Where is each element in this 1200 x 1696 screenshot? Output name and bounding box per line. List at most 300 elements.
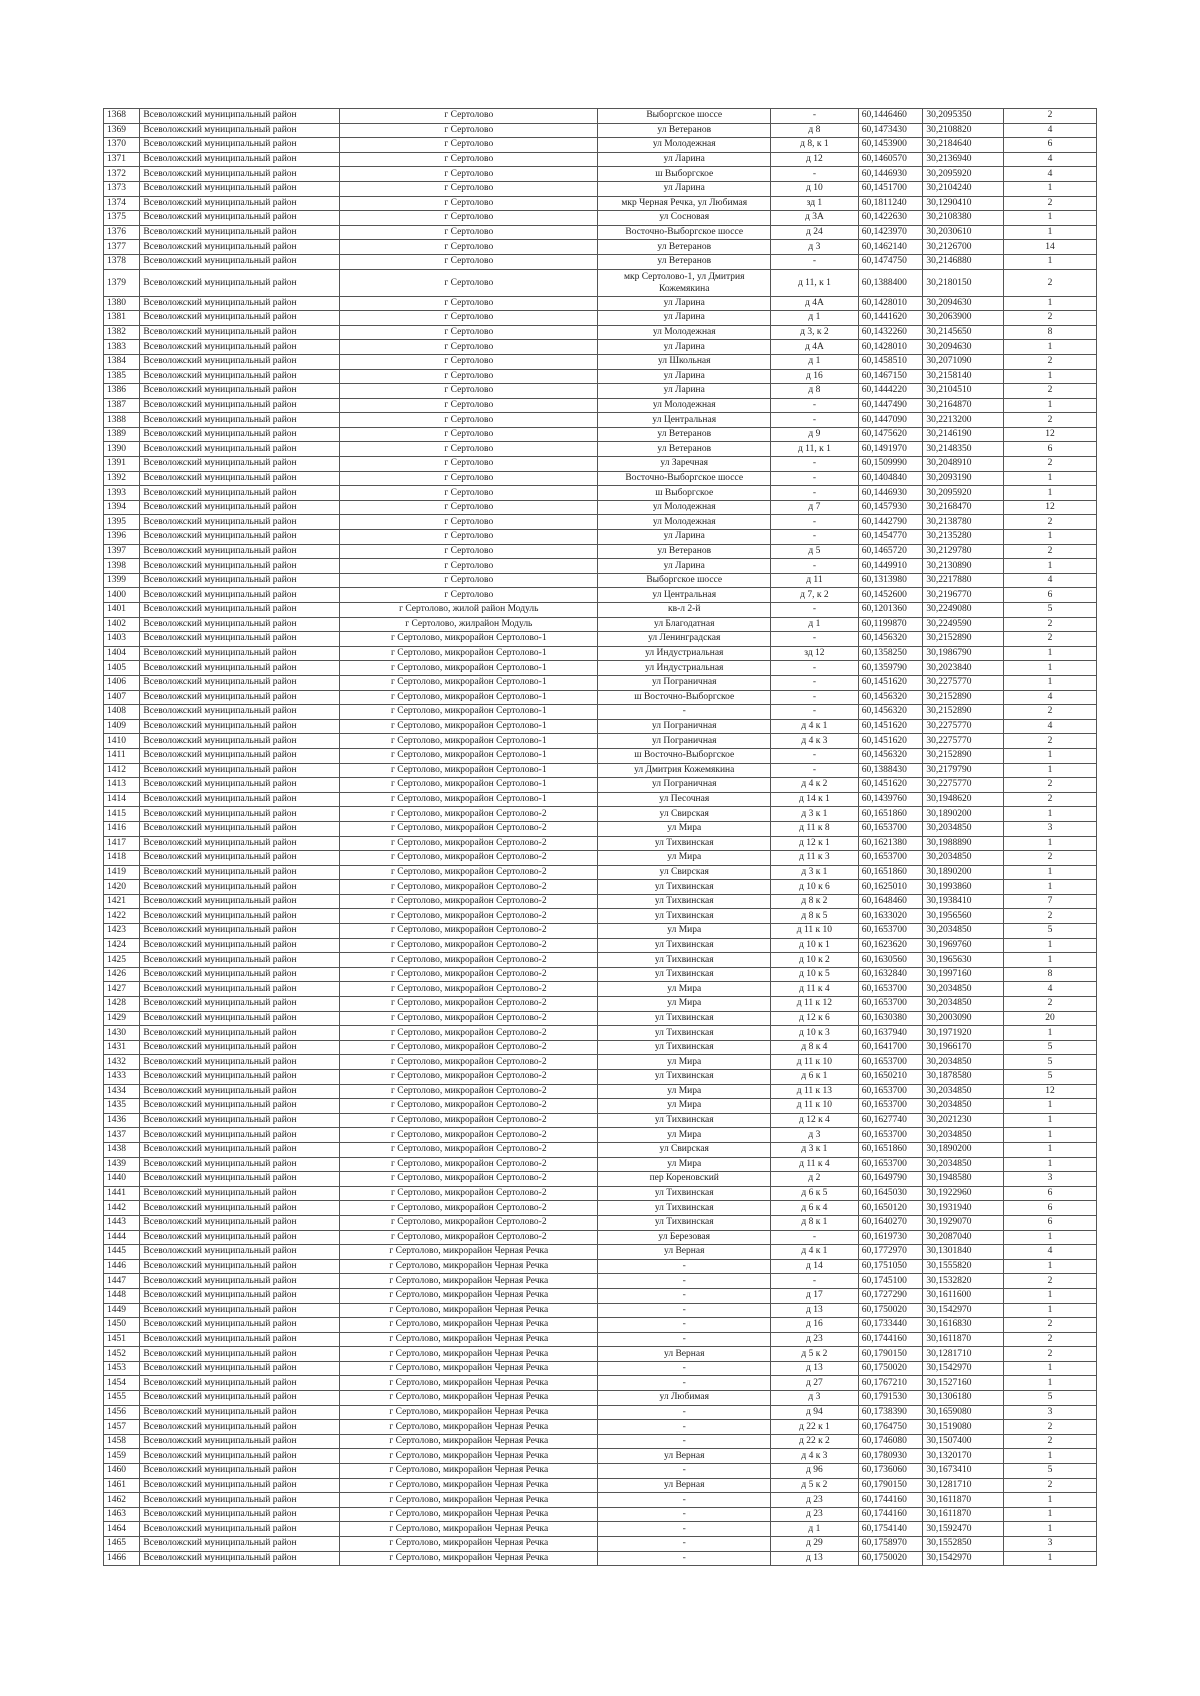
cell-latitude: 60,1454770 [858,530,923,545]
cell-settlement: г Сертолово [340,515,598,530]
cell-latitude: 60,1313980 [858,573,923,588]
cell-longitude: 30,1929070 [923,1215,1004,1230]
cell-district: Всеволожский муниципальный район [140,821,340,836]
table-row [104,152,1097,167]
cell-settlement: г Сертолово [340,413,598,428]
cell-settlement: г Сертолово [340,457,598,472]
cell-street: мкр Черная Речка, ул Любимая [598,196,771,211]
cell-district: Всеволожский муниципальный район [140,763,340,778]
cell-settlement: г Сертолово, микрорайон Сертолово-2 [340,967,598,982]
table-row [104,603,1097,618]
cell-latitude: 60,1456320 [858,748,923,763]
cell-house: д 11 [771,573,859,588]
cell-latitude: 60,1467150 [858,369,923,384]
cell-street: ул Мира [598,1084,771,1099]
cell-longitude: 30,2152890 [923,632,1004,647]
cell-count: 1 [1004,181,1097,196]
cell-count: 1 [1004,1288,1097,1303]
cell-row-number: 1392 [104,471,140,486]
cell-district: Всеволожский муниципальный район [140,196,340,211]
cell-district: Всеволожский муниципальный район [140,588,340,603]
cell-house: д 3 к 1 [771,807,859,822]
cell-house: д 27 [771,1376,859,1391]
cell-row-number: 1379 [104,269,140,296]
data-table [103,108,1097,1566]
cell-longitude: 30,2138780 [923,515,1004,530]
cell-street: ш Выборгское [598,486,771,501]
cell-district: Всеволожский муниципальный район [140,909,340,924]
cell-settlement: г Сертолово, микрорайон Сертолово-2 [340,1055,598,1070]
cell-street: ул Мира [598,982,771,997]
table-row [104,442,1097,457]
cell-row-number: 1404 [104,646,140,661]
cell-row-number: 1380 [104,296,140,311]
cell-count: 1 [1004,1303,1097,1318]
cell-district: Всеволожский муниципальный район [140,486,340,501]
cell-street: ш Выборгское [598,167,771,182]
cell-street: ул Ветеранов [598,427,771,442]
cell-house: д 9 [771,427,859,442]
cell-count: 2 [1004,632,1097,647]
table-row [104,1405,1097,1420]
cell-row-number: 1405 [104,661,140,676]
cell-street: Восточно-Выборгское шоссе [598,225,771,240]
cell-street: ул Ларина [598,384,771,399]
cell-count: 4 [1004,152,1097,167]
cell-house: д 24 [771,225,859,240]
cell-house: - [771,632,859,647]
cell-street: пер Кореновский [598,1172,771,1187]
table-row [104,778,1097,793]
cell-row-number: 1444 [104,1230,140,1245]
cell-latitude: 60,1453900 [858,138,923,153]
cell-longitude: 30,1878580 [923,1070,1004,1085]
cell-house: д 29 [771,1537,859,1552]
table-row [104,181,1097,196]
cell-house: д 11, к 1 [771,269,859,296]
table-row [104,894,1097,909]
table-row [104,1215,1097,1230]
cell-house: д 96 [771,1464,859,1479]
table-row [104,1507,1097,1522]
table-row [104,1201,1097,1216]
cell-house: д 22 к 2 [771,1434,859,1449]
cell-street: ул Тихвинская [598,967,771,982]
cell-settlement: г Сертолово, микрорайон Черная Речка [340,1288,598,1303]
cell-house: д 5 [771,544,859,559]
cell-longitude: 30,2275770 [923,675,1004,690]
cell-street: - [598,1361,771,1376]
table-row [104,1055,1097,1070]
cell-count: 7 [1004,894,1097,909]
cell-row-number: 1400 [104,588,140,603]
cell-row-number: 1408 [104,705,140,720]
cell-row-number: 1426 [104,967,140,982]
cell-district: Всеволожский муниципальный район [140,1493,340,1508]
cell-latitude: 60,1764750 [858,1420,923,1435]
cell-house: - [771,457,859,472]
cell-house: д 10 к 1 [771,938,859,953]
cell-house: - [771,515,859,530]
cell-longitude: 30,2087040 [923,1230,1004,1245]
cell-street: ул Мира [598,1157,771,1172]
cell-count: 8 [1004,325,1097,340]
cell-settlement: г Сертолово, микрорайон Черная Речка [340,1318,598,1333]
cell-longitude: 30,1956560 [923,909,1004,924]
cell-count: 1 [1004,646,1097,661]
cell-row-number: 1396 [104,530,140,545]
cell-settlement: г Сертолово [340,369,598,384]
cell-street: ул Ларина [598,340,771,355]
cell-latitude: 60,1456320 [858,705,923,720]
cell-latitude: 60,1451620 [858,778,923,793]
cell-street: ул Пограничная [598,719,771,734]
cell-latitude: 60,1452600 [858,588,923,603]
table-row [104,1142,1097,1157]
cell-row-number: 1384 [104,354,140,369]
cell-latitude: 60,1447490 [858,398,923,413]
cell-street: ул Тихвинская [598,909,771,924]
cell-longitude: 30,1948620 [923,792,1004,807]
cell-settlement: г Сертолово [340,296,598,311]
table-row [104,325,1097,340]
cell-district: Всеволожский муниципальный район [140,675,340,690]
cell-house: - [771,471,859,486]
cell-street: ул Молодежная [598,325,771,340]
cell-count: 1 [1004,1157,1097,1172]
cell-settlement: г Сертолово [340,109,598,124]
cell-district: Всеволожский муниципальный район [140,559,340,574]
cell-row-number: 1411 [104,748,140,763]
cell-longitude: 30,1890200 [923,1142,1004,1157]
cell-street: ул Молодежная [598,398,771,413]
cell-house: д 7 [771,500,859,515]
cell-settlement: г Сертолово [340,211,598,226]
cell-longitude: 30,2146190 [923,427,1004,442]
cell-row-number: 1390 [104,442,140,457]
cell-count: 1 [1004,1230,1097,1245]
cell-house: д 3 к 1 [771,865,859,880]
cell-latitude: 60,1744160 [858,1493,923,1508]
cell-settlement: г Сертолово, микрорайон Сертолово-2 [340,865,598,880]
cell-street: ул Свирская [598,1142,771,1157]
cell-row-number: 1422 [104,909,140,924]
table-row [104,836,1097,851]
table-row [104,1449,1097,1464]
cell-longitude: 30,1592470 [923,1522,1004,1537]
cell-latitude: 60,1754140 [858,1522,923,1537]
cell-district: Всеволожский муниципальный район [140,836,340,851]
cell-street: ул Пограничная [598,778,771,793]
cell-latitude: 60,1451620 [858,719,923,734]
cell-longitude: 30,1890200 [923,865,1004,880]
cell-district: Всеволожский муниципальный район [140,1449,340,1464]
cell-latitude: 60,1442790 [858,515,923,530]
cell-street: ул Тихвинская [598,1215,771,1230]
cell-district: Всеволожский муниципальный район [140,1245,340,1260]
cell-latitude: 60,1750020 [858,1361,923,1376]
cell-settlement: г Сертолово [340,573,598,588]
cell-street: ул Тихвинская [598,938,771,953]
cell-district: Всеволожский муниципальный район [140,1288,340,1303]
cell-longitude: 30,2275770 [923,719,1004,734]
cell-settlement: г Сертолово, микрорайон Сертолово-1 [340,661,598,676]
cell-settlement: г Сертолово, микрорайон Черная Речка [340,1245,598,1260]
cell-row-number: 1385 [104,369,140,384]
cell-settlement: г Сертолово, микрорайон Черная Речка [340,1551,598,1566]
cell-longitude: 30,2034850 [923,851,1004,866]
cell-count: 1 [1004,1551,1097,1566]
cell-longitude: 30,1281710 [923,1347,1004,1362]
cell-longitude: 30,1527160 [923,1376,1004,1391]
cell-row-number: 1393 [104,486,140,501]
cell-longitude: 30,2126700 [923,240,1004,255]
cell-count: 1 [1004,486,1097,501]
cell-latitude: 60,1651860 [858,1142,923,1157]
cell-longitude: 30,2034850 [923,1084,1004,1099]
cell-longitude: 30,1519080 [923,1420,1004,1435]
cell-street: - [598,1318,771,1333]
cell-count: 1 [1004,1522,1097,1537]
cell-row-number: 1429 [104,1011,140,1026]
cell-house: д 8, к 1 [771,138,859,153]
cell-latitude: 60,1791530 [858,1391,923,1406]
cell-row-number: 1439 [104,1157,140,1172]
cell-latitude: 60,1451700 [858,181,923,196]
cell-street: ул Тихвинская [598,1186,771,1201]
table-row [104,167,1097,182]
cell-settlement: г Сертолово, микрорайон Черная Речка [340,1464,598,1479]
cell-house: д 3 [771,240,859,255]
cell-latitude: 60,1627740 [858,1113,923,1128]
cell-latitude: 60,1475620 [858,427,923,442]
table-row [104,254,1097,269]
cell-house: - [771,603,859,618]
cell-row-number: 1437 [104,1128,140,1143]
cell-row-number: 1386 [104,384,140,399]
cell-longitude: 30,2217880 [923,573,1004,588]
cell-house: д 3 к 1 [771,1142,859,1157]
cell-longitude: 30,1993860 [923,880,1004,895]
cell-street: ул Тихвинская [598,1011,771,1026]
cell-street: ул Тихвинская [598,1040,771,1055]
cell-district: Всеволожский муниципальный район [140,719,340,734]
cell-street: - [598,1274,771,1289]
cell-count: 2 [1004,311,1097,326]
cell-count: 1 [1004,661,1097,676]
cell-district: Всеволожский муниципальный район [140,661,340,676]
cell-district: Всеволожский муниципальный район [140,1157,340,1172]
cell-district: Всеволожский муниципальный район [140,398,340,413]
table-row [104,938,1097,953]
cell-latitude: 60,1428010 [858,296,923,311]
cell-longitude: 30,2108820 [923,123,1004,138]
table-row [104,427,1097,442]
table-row [104,196,1097,211]
table-row [104,1186,1097,1201]
cell-settlement: г Сертолово, микрорайон Сертолово-1 [340,690,598,705]
cell-latitude: 60,1811240 [858,196,923,211]
cell-settlement: г Сертолово, микрорайон Сертолово-2 [340,1142,598,1157]
cell-latitude: 60,1625010 [858,880,923,895]
cell-latitude: 60,1456320 [858,690,923,705]
cell-row-number: 1368 [104,109,140,124]
cell-row-number: 1399 [104,573,140,588]
table-row [104,748,1097,763]
cell-count: 4 [1004,719,1097,734]
cell-settlement: г Сертолово [340,325,598,340]
cell-street: ш Восточно-Выборгское [598,748,771,763]
cell-settlement: г Сертолово, микрорайон Сертолово-2 [340,1070,598,1085]
table-row [104,982,1097,997]
cell-latitude: 60,1460570 [858,152,923,167]
cell-settlement: г Сертолово, микрорайон Черная Речка [340,1405,598,1420]
cell-settlement: г Сертолово, микрорайон Черная Речка [340,1507,598,1522]
cell-longitude: 30,2146880 [923,254,1004,269]
cell-row-number: 1403 [104,632,140,647]
cell-house: д 4 к 3 [771,1449,859,1464]
cell-latitude: 60,1630560 [858,953,923,968]
cell-district: Всеволожский муниципальный район [140,1361,340,1376]
table-row [104,240,1097,255]
cell-count: 1 [1004,1259,1097,1274]
cell-house: д 14 к 1 [771,792,859,807]
cell-district: Всеволожский муниципальный район [140,1215,340,1230]
cell-settlement: г Сертолово, микрорайон Сертолово-2 [340,1128,598,1143]
table-row [104,1420,1097,1435]
cell-longitude: 30,2129780 [923,544,1004,559]
cell-settlement: г Сертолово, микрорайон Сертолово-1 [340,763,598,778]
cell-count: 2 [1004,196,1097,211]
cell-latitude: 60,1441620 [858,311,923,326]
cell-settlement: г Сертолово, микрорайон Черная Речка [340,1259,598,1274]
cell-house: д 4А [771,340,859,355]
cell-latitude: 60,1462140 [858,240,923,255]
cell-latitude: 60,1451620 [858,734,923,749]
table-row [104,530,1097,545]
cell-count: 1 [1004,1361,1097,1376]
cell-count: 2 [1004,1274,1097,1289]
cell-settlement: г Сертолово, микрорайон Сертолово-2 [340,909,598,924]
cell-longitude: 30,1611870 [923,1507,1004,1522]
cell-longitude: 30,2095920 [923,486,1004,501]
cell-longitude: 30,2152890 [923,690,1004,705]
cell-street: ул Тихвинская [598,1026,771,1041]
table-row [104,1303,1097,1318]
cell-row-number: 1397 [104,544,140,559]
cell-settlement: г Сертолово, микрорайон Черная Речка [340,1434,598,1449]
cell-longitude: 30,1986790 [923,646,1004,661]
cell-street: ул Тихвинская [598,836,771,851]
cell-house: д 4 к 2 [771,778,859,793]
cell-latitude: 60,1650120 [858,1201,923,1216]
cell-settlement: г Сертолово [340,559,598,574]
cell-street: ул Свирская [598,865,771,880]
cell-house: д 1 [771,617,859,632]
cell-street: - [598,1288,771,1303]
cell-settlement: г Сертолово, микрорайон Сертолово-1 [340,734,598,749]
cell-longitude: 30,2021230 [923,1113,1004,1128]
cell-house: д 8 [771,123,859,138]
cell-street: ул Тихвинская [598,880,771,895]
cell-longitude: 30,1966170 [923,1040,1004,1055]
cell-latitude: 60,1446930 [858,486,923,501]
cell-longitude: 30,2063900 [923,311,1004,326]
table-row [104,225,1097,240]
cell-count: 5 [1004,603,1097,618]
cell-settlement: г Сертолово, микрорайон Черная Речка [340,1347,598,1362]
cell-street: кв-л 2-й [598,603,771,618]
cell-house: д 6 к 1 [771,1070,859,1085]
cell-settlement: г Сертолово, микрорайон Черная Речка [340,1274,598,1289]
cell-latitude: 60,1458510 [858,354,923,369]
cell-district: Всеволожский муниципальный район [140,1142,340,1157]
cell-settlement: г Сертолово [340,311,598,326]
cell-house: д 11 к 4 [771,1157,859,1172]
cell-street: Выборгское шоссе [598,109,771,124]
cell-longitude: 30,2095350 [923,109,1004,124]
cell-latitude: 60,1653700 [858,924,923,939]
cell-house: - [771,705,859,720]
cell-row-number: 1434 [104,1084,140,1099]
cell-house: - [771,748,859,763]
cell-longitude: 30,2034850 [923,1099,1004,1114]
cell-latitude: 60,1201360 [858,603,923,618]
table-row [104,1026,1097,1041]
cell-longitude: 30,1673410 [923,1464,1004,1479]
cell-street: ул Мира [598,851,771,866]
table-row [104,559,1097,574]
cell-house: д 8 к 5 [771,909,859,924]
cell-count: 1 [1004,1128,1097,1143]
cell-count: 3 [1004,1537,1097,1552]
cell-house: д 10 [771,181,859,196]
cell-street: ул Пограничная [598,675,771,690]
table-row [104,1361,1097,1376]
cell-house: - [771,559,859,574]
cell-district: Всеволожский муниципальный район [140,254,340,269]
cell-row-number: 1402 [104,617,140,632]
cell-count: 5 [1004,1055,1097,1070]
cell-house: д 23 [771,1332,859,1347]
table-row [104,807,1097,822]
cell-street: ул Свирская [598,807,771,822]
cell-house: д 4 к 1 [771,719,859,734]
cell-district: Всеволожский муниципальный район [140,894,340,909]
cell-latitude: 60,1446460 [858,109,923,124]
cell-district: Всеволожский муниципальный район [140,1405,340,1420]
cell-count: 5 [1004,924,1097,939]
cell-district: Всеволожский муниципальный район [140,544,340,559]
cell-count: 1 [1004,559,1097,574]
cell-latitude: 60,1446930 [858,167,923,182]
cell-house: д 3А [771,211,859,226]
cell-count: 1 [1004,763,1097,778]
cell-count: 2 [1004,457,1097,472]
cell-settlement: г Сертолово, микрорайон Черная Речка [340,1420,598,1435]
cell-district: Всеволожский муниципальный район [140,1084,340,1099]
cell-house: - [771,675,859,690]
cell-settlement: г Сертолово [340,588,598,603]
cell-count: 5 [1004,1391,1097,1406]
cell-latitude: 60,1447090 [858,413,923,428]
cell-street: ул Центральная [598,588,771,603]
cell-count: 2 [1004,1434,1097,1449]
cell-district: Всеволожский муниципальный район [140,1434,340,1449]
cell-street: ул Ларина [598,152,771,167]
cell-district: Всеволожский муниципальный район [140,1201,340,1216]
cell-longitude: 30,2130890 [923,559,1004,574]
